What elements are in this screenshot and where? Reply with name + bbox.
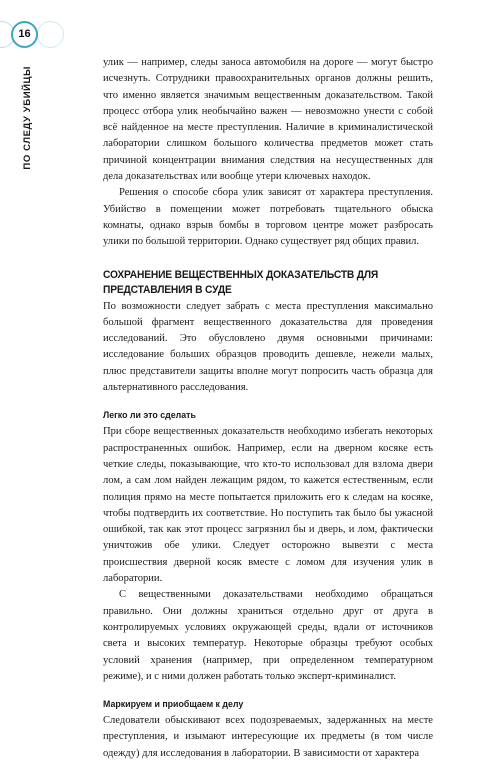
page-number-badge bbox=[0, 20, 70, 50]
paragraph: Решения о способе сбора улик зависят от характера преступления. Убийство в помещении может потребовать тщательного обыска комнаты, однако взрыв бомбы в торговом центре может разбросать улики по большой территории. Однако существует ряд общих правил. bbox=[103, 187, 433, 248]
running-title: ПО СЛЕДУ УБИЙЦЫ bbox=[22, 66, 33, 170]
paragraph: Следователи обыскивают всех подозреваемых, задержанных на месте преступления, и изымают интересующие их предметы (в том числе одежду) для исследования в лаборатории. В зависимости от характера bbox=[103, 715, 433, 759]
subheading: Маркируем и приобщаем к делу bbox=[103, 699, 244, 711]
page-number: 16 bbox=[11, 21, 38, 48]
section-heading: СОХРАНЕНИЕ ВЕЩЕСТВЕННЫХ ДОКАЗАТЕЛЬСТВ ДЛЯ ПРЕДСТАВЛЕНИЯ В СУДЕ bbox=[103, 268, 379, 296]
paragraph: улик — например, следы заноса автомобиля на дороге — могут быстро исчезнуть. Сотрудники правоохранительных органов должны решить, что именно является значимым вещественным доказательством. Такой процесс отбора улик необычайно важен — невозможно унести с собой всё найденное на месте преступления. Наличие в криминалистической лаборатории слишком большого количества предметов может стать причиной концентрации внимания следствия на несущественных для дела доказательствах или вообще утери ключевых находок. bbox=[103, 57, 433, 183]
paragraph: При сборе вещественных доказательств необходимо избегать некоторых распространенных ошибок. Например, если на дверном косяке есть четкие следы, показывающие, что кто-то использовал для взлома двери лом, а сам лом найден лежащим рядом, то кажется естественным, если полиция прямо на месте попытается приложить его к следам на косяке, чтобы подтвердить их соответствие. Но поступить так было бы ужасной ошибкой, так как этот процесс загрязнил бы и дверь, и лом, фактически уничтожив обе улики. Следует осторожно вывезти с места происшествия дверной косяк вместе с ломом для изучения улик в лаборатории. bbox=[103, 426, 433, 585]
page-body bbox=[103, 55, 433, 762]
paragraph: По возможности следует забрать с места преступления максимально большой фрагмент вещественного доказательства для проведения исследований. Это обусловлено двумя основными причинами: исследование больших образцов проводить дешевле, нежели малых, плюс представители защиты вполне могут попросить часть образца для альтернативного расследования. bbox=[103, 300, 433, 394]
subheading: Легко ли это сделать bbox=[103, 410, 196, 422]
decorative-circle-right bbox=[37, 21, 64, 48]
paragraph: С вещественными доказательствами необходимо обращаться правильно. Они должны храниться отдельно друг от друга в контролируемых условиях окружающей среды, вдали от источников света и высоких температур. Некоторые образцы требуют особых условий хранения (например, при определенном температурном режиме), и с ними должен работать только эксперт-криминалист. bbox=[103, 589, 433, 682]
